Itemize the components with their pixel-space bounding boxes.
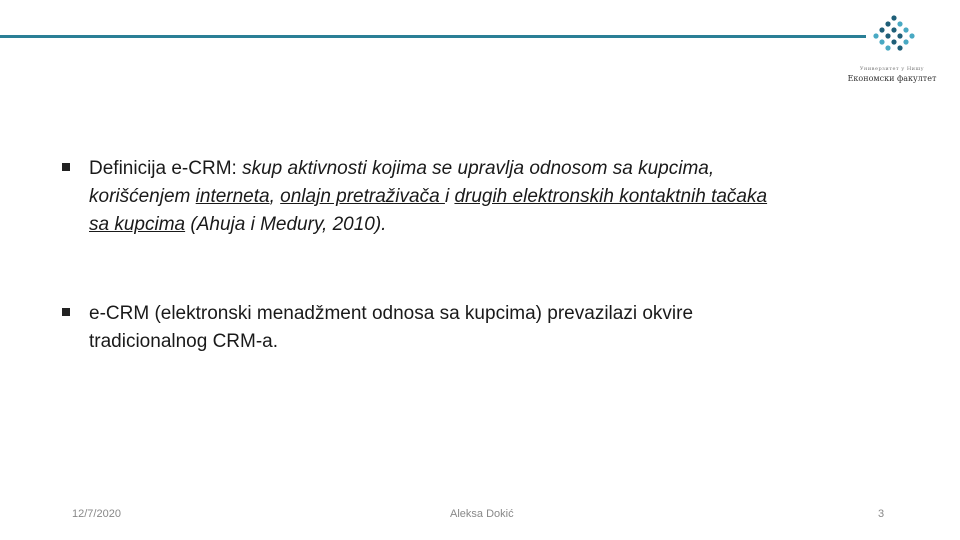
term-kontaktnih-tacaka: drugih elektronskih kontaktnih tačaka (454, 186, 768, 207)
footer-page-number: 3 (878, 508, 885, 520)
logo-dots-icon (872, 14, 916, 54)
header-rule (0, 35, 866, 38)
citation: (Ahuja i Medury, 2010). (185, 214, 387, 235)
ecrm-line-1: e-CRM (elektronski menadžment odnosa sa kupcima) prevazilazi okvire (89, 303, 694, 324)
definition-text: skup aktivnosti kojima se upravlja odnosom sa kupcima, (242, 158, 715, 179)
definition-text-cont: korišćenjem (89, 186, 196, 207)
bullet-text (89, 155, 902, 239)
term-pretrazivaca: onlajn pretraživača (280, 186, 445, 207)
definition-lead: Definicija e-CRM: (89, 158, 243, 179)
bullet-square-icon (62, 308, 70, 316)
bullet-text (89, 300, 902, 356)
bullet-item-ecrm (62, 300, 902, 356)
term-interneta: interneta (195, 186, 270, 207)
faculty-logo (842, 14, 942, 86)
bullet-item-definition (62, 155, 902, 239)
separator: , (269, 186, 281, 207)
ecrm-line-2: tradicionalnog CRM-a. (89, 331, 279, 352)
term-sa-kupcima: sa kupcima (89, 214, 186, 235)
bullet-square-icon (62, 163, 70, 171)
logo-university-text: Универзитет у Нишу (859, 66, 925, 72)
separator: i (444, 186, 455, 207)
logo-faculty-name: Економски факултет (847, 74, 937, 83)
footer-author: Aleksa Dokić (450, 508, 514, 520)
footer-date: 12/7/2020 (72, 508, 121, 520)
